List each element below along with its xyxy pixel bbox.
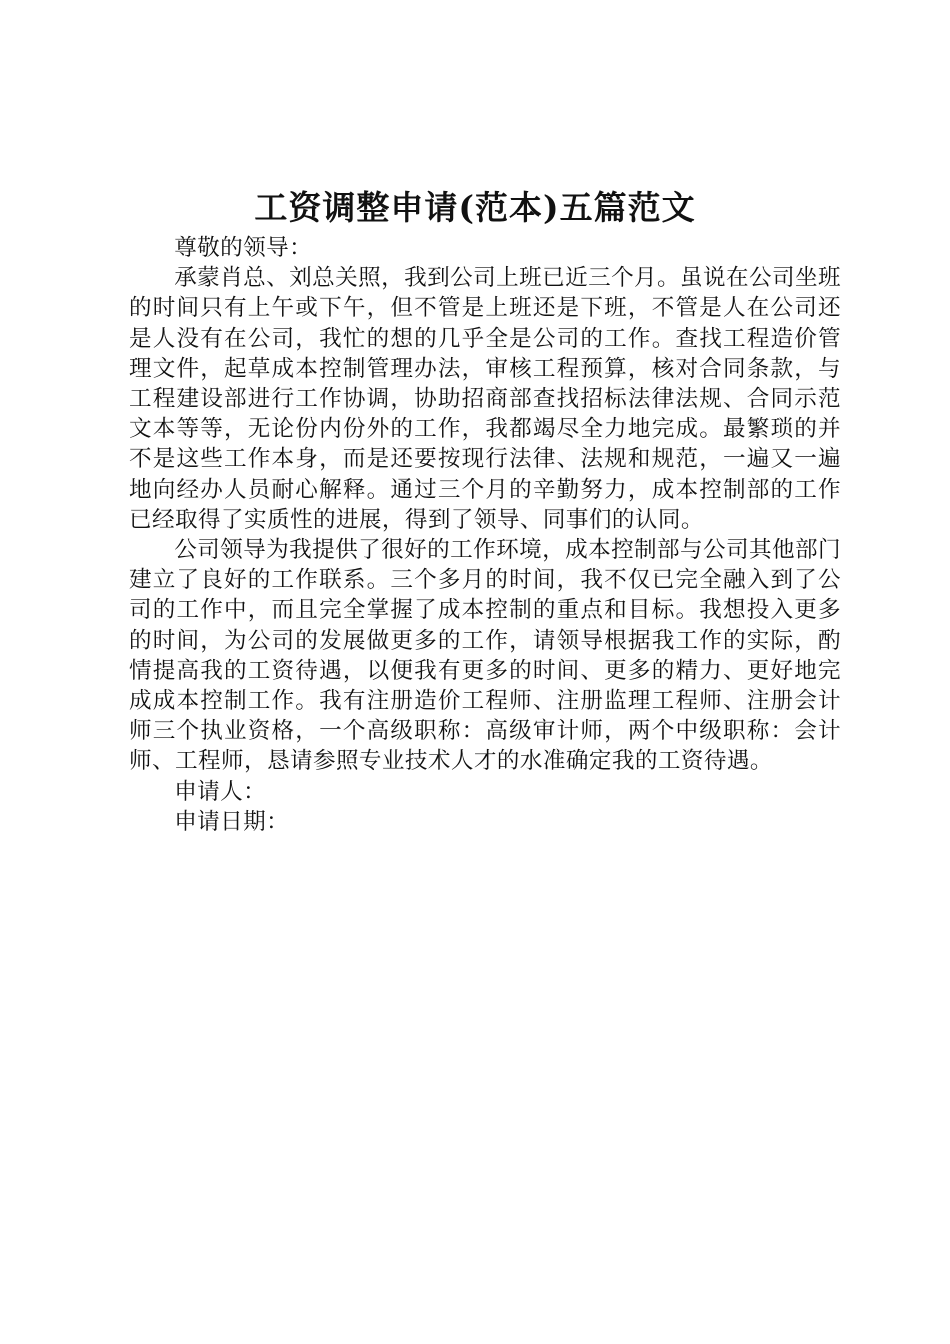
- body-paragraph-1: 承蒙肖总、刘总关照，我到公司上班已近三个月。虽说在公司坐班的时间只有上午或下午，但不管是上班还是下班，不管是人在公司还是人没有在公司，我忙的想的几乎全是公司的工作。查找工程造价管理文件，起草成本控制管理办法，审核工程预算，核对合同条款，与工程建设部进行工作协调，协助招商部查找招标法律法规、合同示范文本等等，无论份内份外的工作，我都竭尽全力地完成。最繁琐的并不是这些工作本身，而是还要按现行法律、法规和规范，一遍又一遍地向经办人员耐心解释。通过三个月的辛勤努力，成本控制部的工作已经取得了实质性的进展，得到了领导、同事们的认同。: [129, 265, 842, 533]
- document-body: [129, 233, 841, 837]
- body-paragraph-2: 公司领导为我提供了很好的工作环境，成本控制部与公司其他部门建立了良好的工作联系。三个多月的时间，我不仅已完全融入到了公司的工作中，而且完全掌握了成本控制的重点和目标。我想投入更多的时间，为公司的发展做更多的工作，请领导根据我工作的实际，酌情提高我的工资待遇，以便我有更多的时间、更多的精力、更好地完成成本控制工作。我有注册造价工程师、注册监理工程师、注册会计师三个执业资格，一个高级职称：高级审计师，两个中级职称：会计师、工程师，恳请参照专业技术人才的水准确定我的工资待遇。: [129, 537, 842, 775]
- application-date-label: 申请日期：: [174, 808, 290, 835]
- applicant-label: 申请人：: [174, 778, 267, 805]
- salutation: 尊敬的领导：: [174, 235, 313, 261]
- document-title: 工资调整申请(范本)五篇范文: [254, 188, 696, 227]
